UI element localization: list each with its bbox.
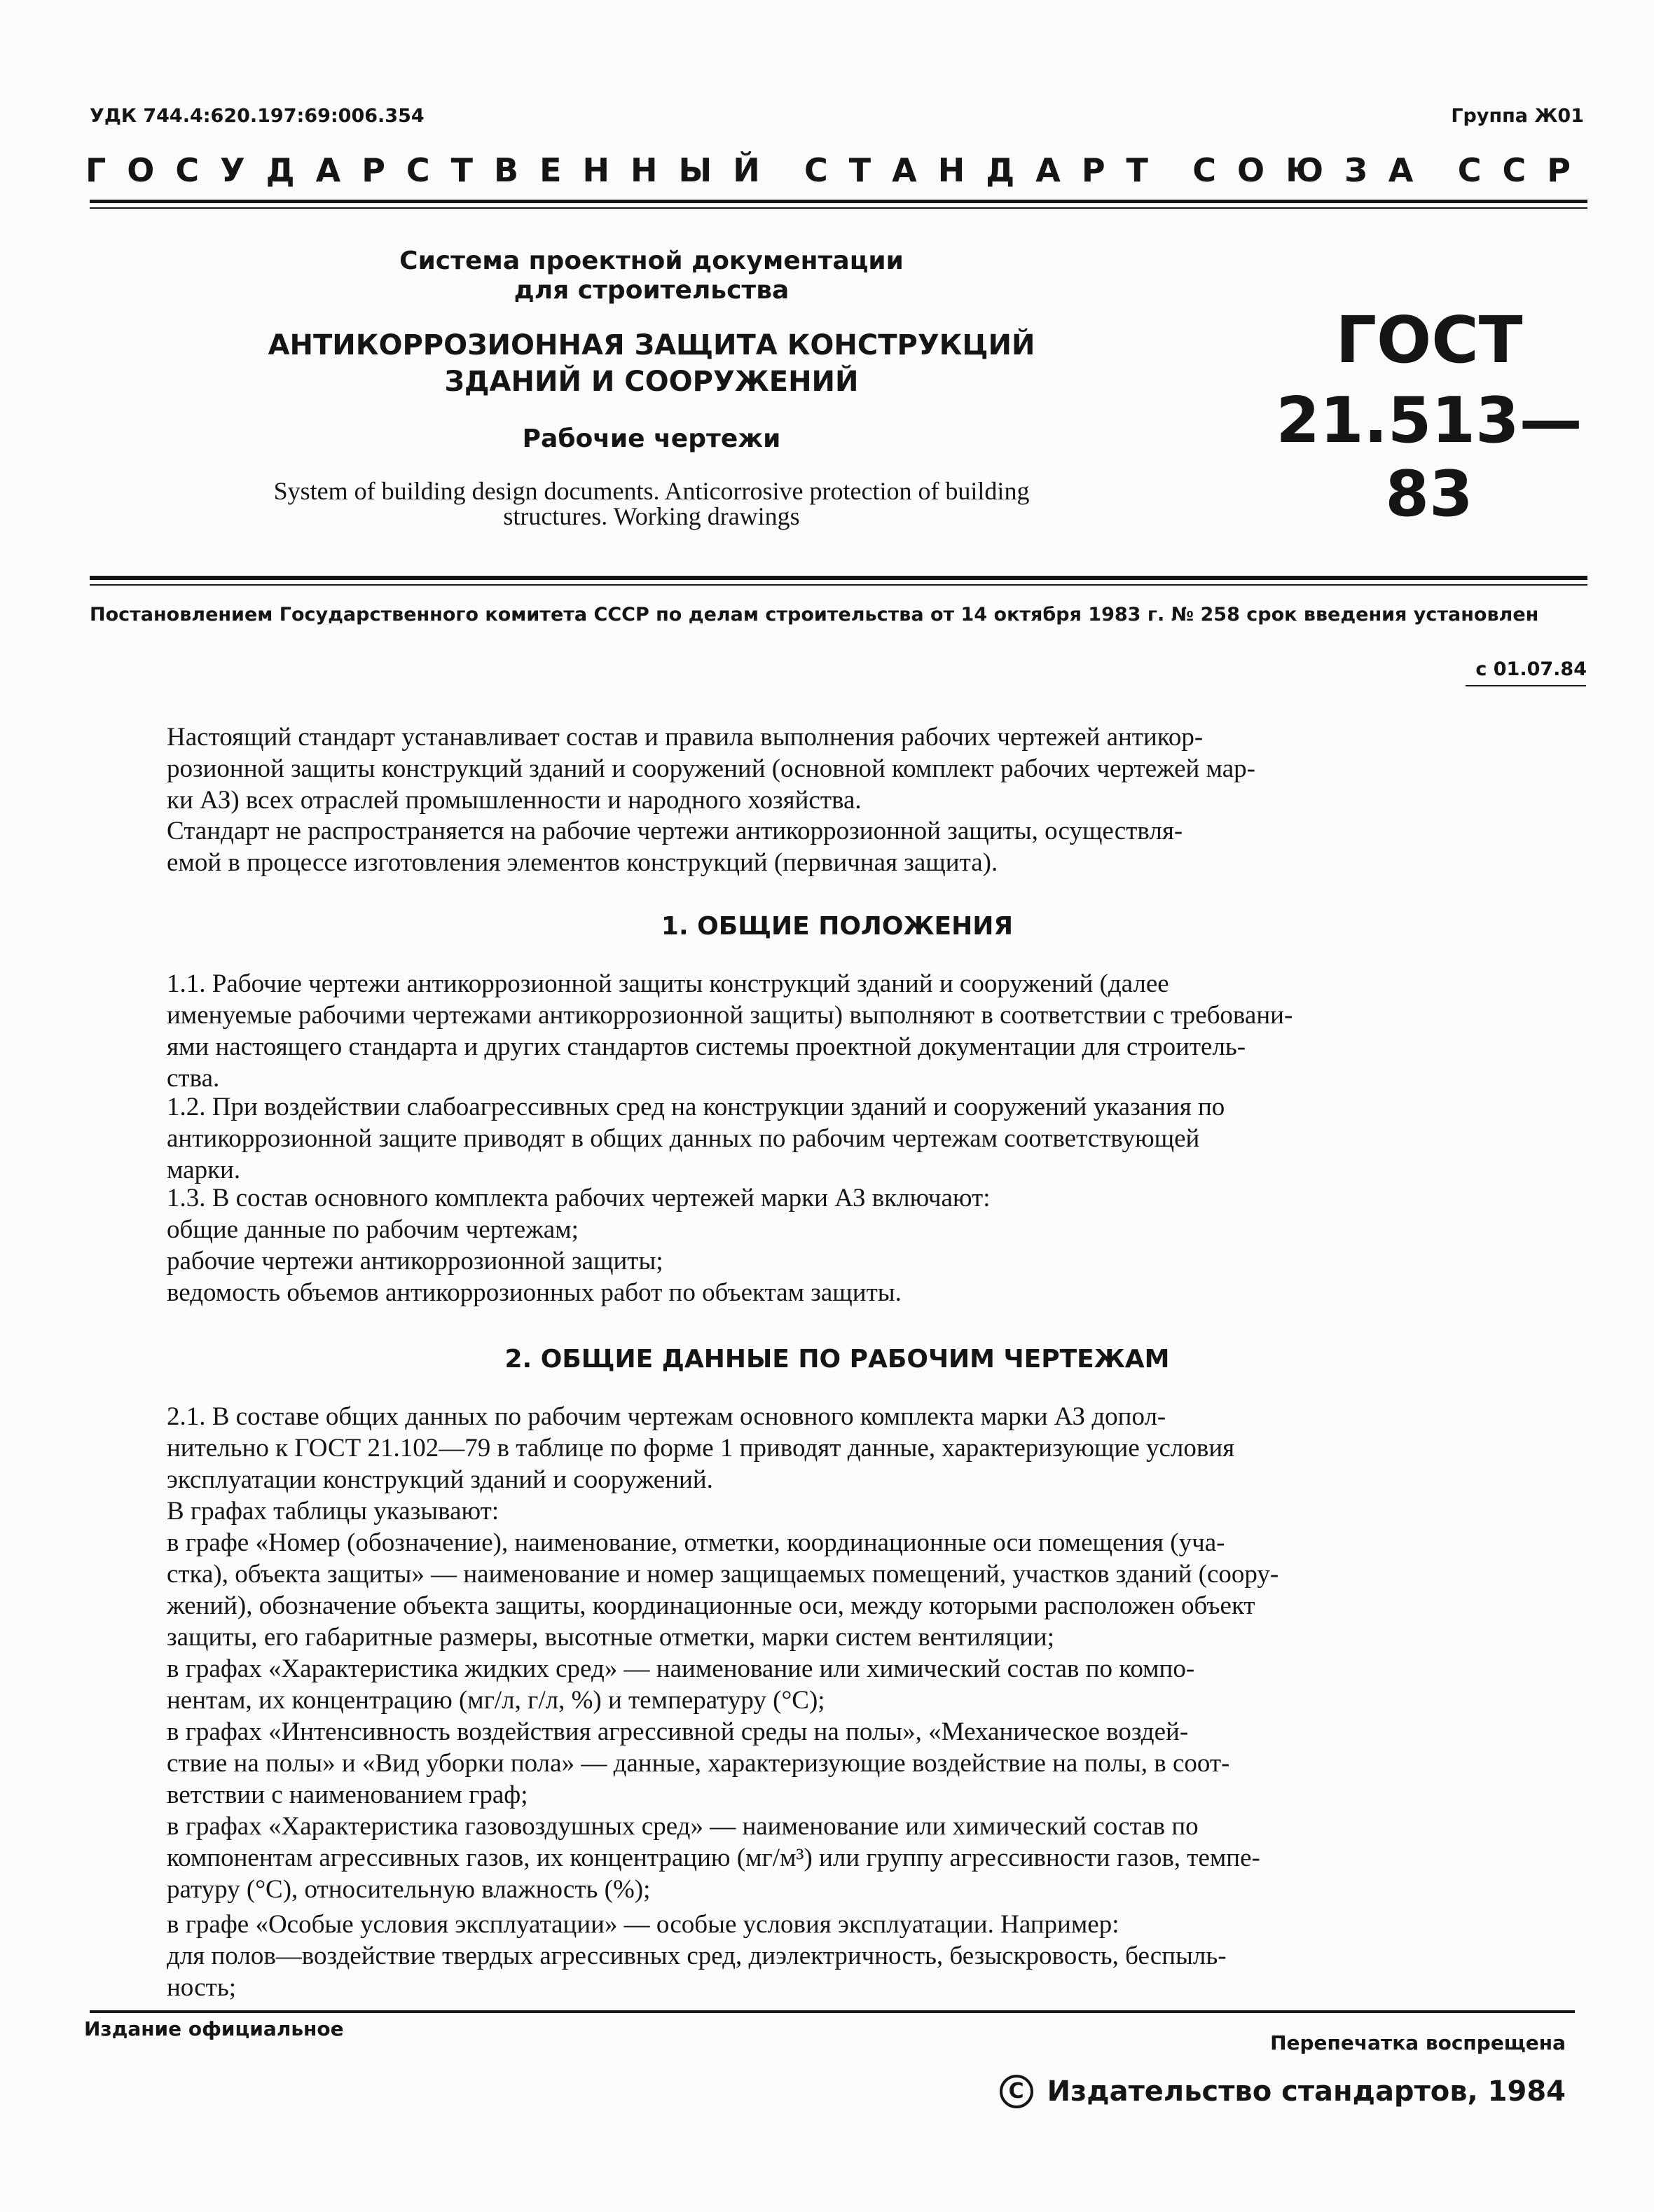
title-rule (90, 584, 1587, 586)
section-heading: 2. ОБЩИЕ ДАННЫЕ ПО РАБОЧИМ ЧЕРТЕЖАМ (504, 1345, 1170, 1374)
gost-number: 21.513—83 (1276, 384, 1583, 531)
text-line: компонентам агрессивных газов, их концентрацию (мг/м³) или группу агрессивности газов, темпе- (167, 1844, 1260, 1872)
column-description (90, 1527, 1585, 1653)
column-description (90, 1716, 1585, 1811)
edition-note: Издание официальное (84, 2017, 344, 2040)
intro-paragraph (90, 815, 1585, 878)
list-item: общие данные по рабочим чертежам; (167, 1215, 579, 1244)
text-line: антикоррозионной защите приводят в общих данных по рабочим чертежам соответствующей (167, 1124, 1200, 1153)
state-standard-title (85, 151, 1592, 189)
column-description (90, 1909, 1585, 2003)
clause-1-3: 1.3. В состав основного комплекта рабочих чертежей марки АЗ включают: (167, 1184, 991, 1212)
state-title-word: СТАНДАРТ (804, 151, 1169, 189)
text-line: защиты, его габаритные размеры, высотные отметки, марки систем вентиляции; (167, 1623, 1054, 1652)
system-title-line: для строительства (514, 276, 790, 305)
list-item: ведомость объемов антикоррозионных работ по объектам защиты. (167, 1278, 902, 1307)
text-line: жений), обозначение объекта защиты, координационные оси, между которыми расположен объект (167, 1591, 1255, 1620)
intro-paragraph (90, 721, 1585, 816)
section-heading: 1. ОБЩИЕ ПОЛОЖЕНИЯ (661, 912, 1014, 941)
column-description (90, 1653, 1585, 1716)
clause-2-1 (90, 1401, 1585, 1495)
text-line: ствие на полы» и «Вид уборки пола» — данные, характеризующие воздействие на полы, в соот- (167, 1749, 1230, 1778)
state-title-word: СОЮЗА (1192, 151, 1435, 189)
text-line: в графе «Номер (обозначение), наименование, отметки, координационные оси помещения (уча- (167, 1528, 1225, 1557)
text-line: 2.1. В составе общих данных по рабочим чертежам основного комплекта марки АЗ допол- (167, 1402, 1166, 1431)
state-title-word: ГОСУДАРСТВЕННЫЙ (85, 151, 781, 189)
text-line: ветствии с наименованием граф; (167, 1781, 528, 1809)
text-line: в графах «Интенсивность воздействия агрессивной среды на полы», «Механическое воздей- (167, 1717, 1189, 1746)
text-line: нентам, их концентрацию (мг/л, г/л, %) и температуру (°С); (167, 1686, 825, 1715)
gost-label: ГОСТ (1335, 303, 1523, 378)
udk-code: УДК 744.4:620.197:69:006.354 (90, 105, 425, 127)
text-line: ки АЗ) всех отраслей промышленности и народного хозяйства. (167, 786, 862, 815)
title-rule (90, 576, 1587, 580)
text-line: именуемые рабочими чертежами антикоррозионной защиты) выполняют в соответствии с требовани- (167, 1001, 1293, 1030)
document-title-line: АНТИКОРРОЗИОННАЯ ЗАЩИТА КОНСТРУКЦИЙ (268, 329, 1035, 361)
text-line: ратуру (°С), относительную влажность (%); (167, 1875, 651, 1904)
text-line: в графах «Характеристика газовоздушных сред» — наименование или химический состав по (167, 1812, 1199, 1841)
english-title-line: structures. Working drawings (503, 502, 800, 530)
document-title-line: ЗДАНИЙ И СООРУЖЕНИЙ (444, 366, 859, 398)
text-line: эксплуатации конструкций зданий и сооружений. (167, 1465, 713, 1494)
reprint-note: Перепечатка воспрещена (1270, 2031, 1566, 2054)
group-code: Группа Ж01 (1451, 105, 1584, 127)
text-line: ность; (167, 1973, 236, 2002)
copyright-line (1000, 2075, 1566, 2108)
text-line: для полов—воздействие твердых агрессивных сред, диэлектричность, безыскровость, беспыль- (167, 1942, 1227, 1970)
list-item: рабочие чертежи антикоррозионной защиты; (167, 1247, 663, 1276)
text-line: 1.1. Рабочие чертежи антикоррозионной защиты конструкций зданий и сооружений (далее (167, 969, 1169, 998)
text-line: стка), объекта защиты» — наименование и номер защищаемых помещений, участков зданий (соору- (167, 1560, 1279, 1589)
text-line: 1.2. При воздействии слабоагрессивных сред на конструкции зданий и сооружений указания по (167, 1093, 1225, 1121)
text-line: емой в процессе изготовления элементов конструкций (первичная защита). (167, 848, 998, 877)
clause-1-2 (90, 1091, 1585, 1186)
text-line: марки. (167, 1156, 241, 1184)
text-line: Стандарт не распространяется на рабочие чертежи антикоррозионной защиты, осуществля- (167, 817, 1183, 845)
text-line: в графах «Характеристика жидких сред» — наименование или химический состав по компо- (167, 1654, 1195, 1683)
system-title-line: Система проектной документации (399, 247, 904, 275)
english-title-line: System of building design documents. Anticorrosive protection of building (273, 477, 1030, 505)
text-line: Настоящий стандарт устанавливает состав и правила выполнения рабочих чертежей антикор- (167, 723, 1204, 752)
composition-list (90, 1214, 1585, 1308)
column-description (90, 1811, 1585, 1905)
effective-date: с 01.07.84 (1475, 658, 1587, 680)
text-line: ства. (167, 1064, 220, 1093)
header-rule (90, 200, 1587, 203)
decree-text: Постановлением Государственного комитета СССР по делам строительства от 14 октября 1983 г. № 258 срок введения установлен (90, 604, 1539, 625)
text-line: в графе «Особые условия эксплуатации» — особые условия эксплуатации. Например: (167, 1910, 1119, 1939)
document-subtitle: Рабочие чертежи (522, 424, 781, 453)
effective-date-rule (1466, 685, 1586, 686)
footer-rule (90, 2010, 1575, 2013)
state-title-word: ССР (1457, 151, 1592, 189)
text-line: нительно к ГОСТ 21.102—79 в таблице по форме 1 приводят данные, характеризующие условия (167, 1434, 1235, 1463)
text-line: розионной защиты конструкций зданий и сооружений (основной комплект рабочих чертежей мар- (167, 754, 1255, 783)
clause-1-1 (90, 968, 1585, 1094)
text-line: ями настоящего стандарта и других стандартов системы проектной документации для строитель- (167, 1032, 1246, 1061)
text-paragraph: В графах таблицы указывают: (167, 1497, 499, 1526)
header-rule (90, 207, 1587, 209)
copyright-icon: C (1000, 2075, 1033, 2108)
publisher-name: Издательство стандартов, 1984 (1047, 2075, 1566, 2108)
